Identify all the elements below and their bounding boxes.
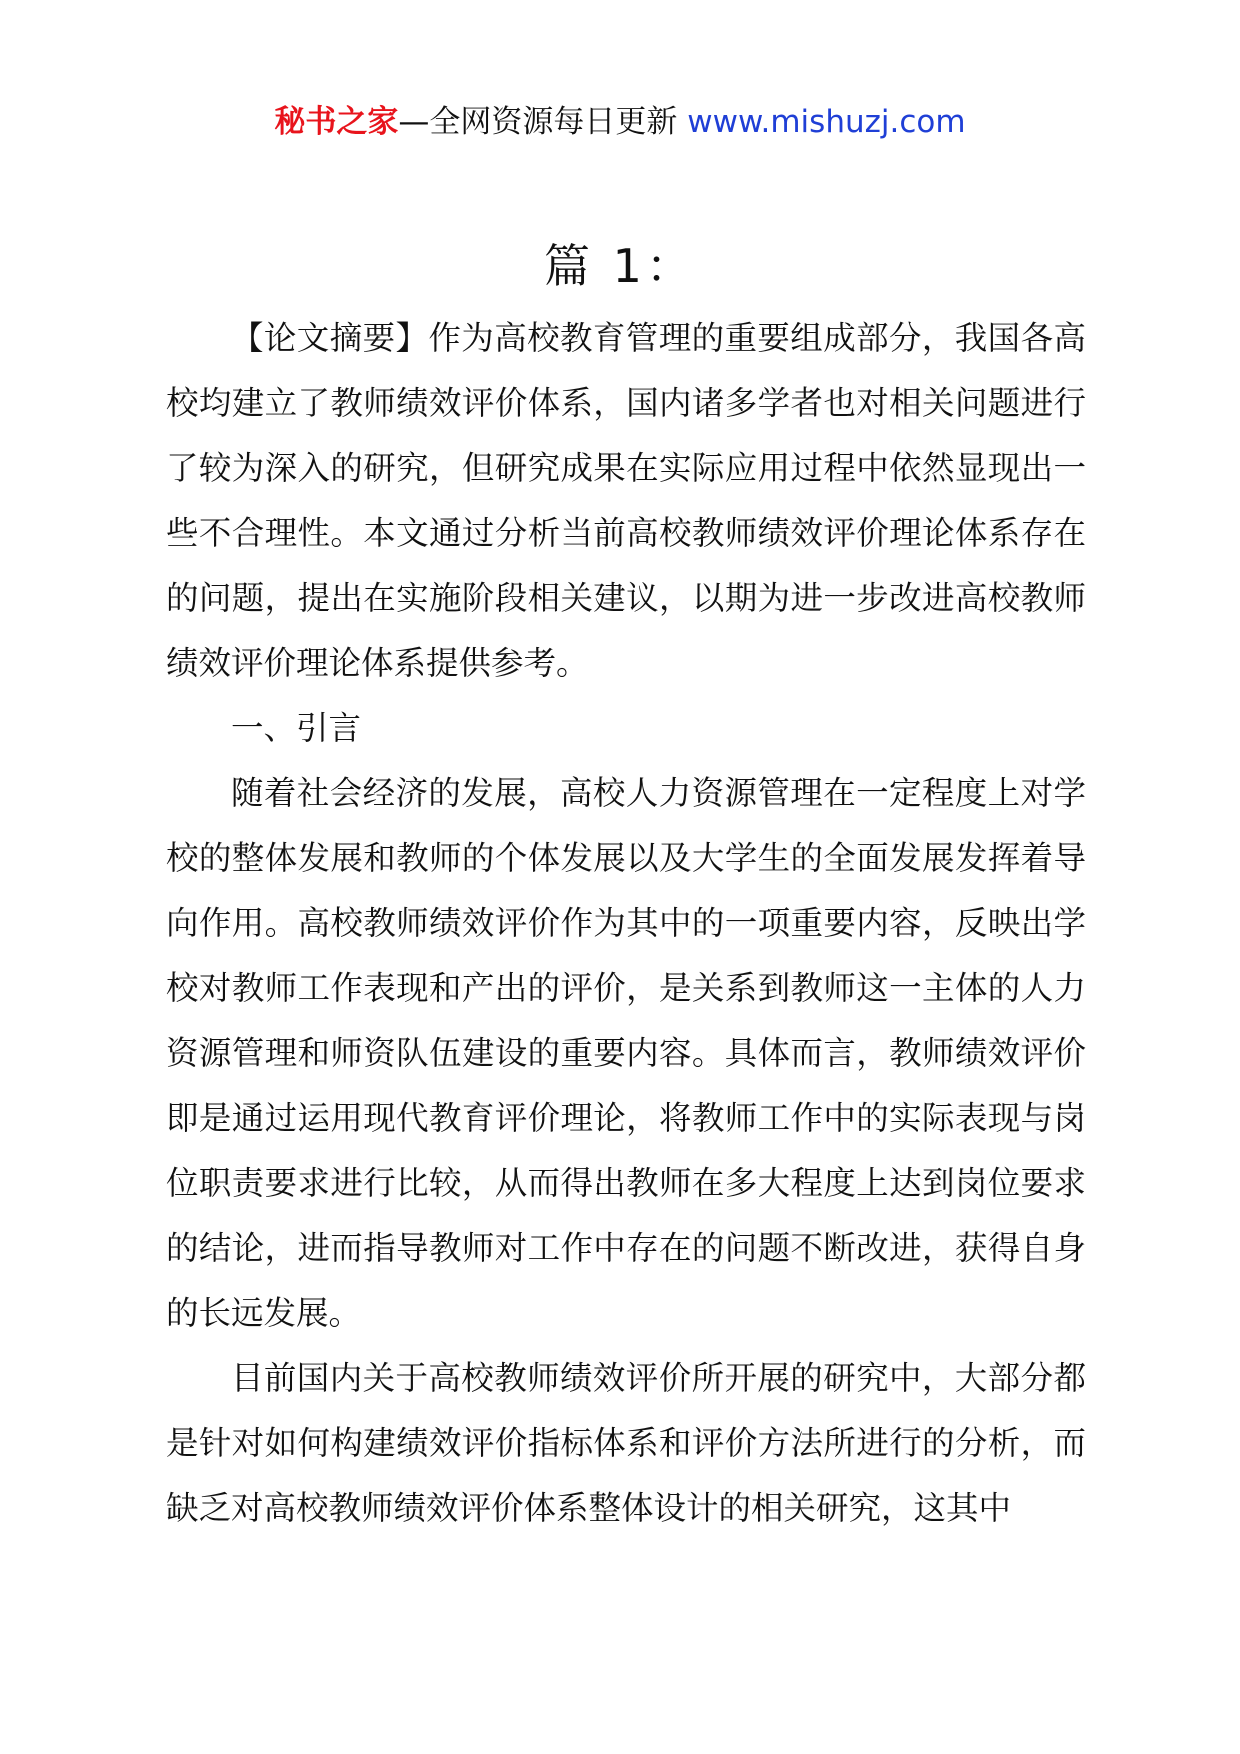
abstract-paragraph: 【论文摘要】作为高校教育管理的重要组成部分，我国各高校均建立了教师绩效评价体系，国内诸多学者也对相关问题进行了较为深入的研究，但研究成果在实际应用过程中依然显现出一些不合理性。本文通过分析当前高校教师绩效评价理论体系存在的问题，提出在实施阶段相关建议，以期为进一步改进高校教师绩效评价理论体系提供参考。 — [166, 319, 1086, 682]
site-header — [0, 100, 1240, 144]
body-paragraph: 目前国内关于高校教师绩效评价所开展的研究中，大部分都是针对如何构建绩效评价指标体系和评价方法所进行的分析，而缺乏对高校教师绩效评价体系整体设计的相关研究，这其中 — [166, 1359, 1086, 1527]
document-body — [166, 306, 1086, 1541]
section-heading-introduction: 一、引言 — [231, 709, 362, 747]
document-title: 篇 1： — [544, 239, 696, 293]
body-paragraph: 随着社会经济的发展，高校人力资源管理在一定程度上对学校的整体发展和教师的个体发展以及大学生的全面发展发挥着导向作用。高校教师绩效评价作为其中的一项重要内容，反映出学校对教师工作表现和产出的评价，是关系到教师这一主体的人力资源管理和师资队伍建设的重要内容。具体而言，教师绩效评价即是通过运用现代教育评价理论，将教师工作中的实际表现与岗位职责要求进行比较，从而得出教师在多大程度上达到岗位要求的结论，进而指导教师对工作中存在的问题不断改进，获得自身的长远发展。 — [166, 774, 1086, 1332]
site-url-link[interactable]: www.mishuzj.com — [687, 104, 966, 140]
site-brand: 秘书之家 — [274, 104, 399, 140]
site-tagline: —全网资源每日更新 — [398, 104, 678, 140]
